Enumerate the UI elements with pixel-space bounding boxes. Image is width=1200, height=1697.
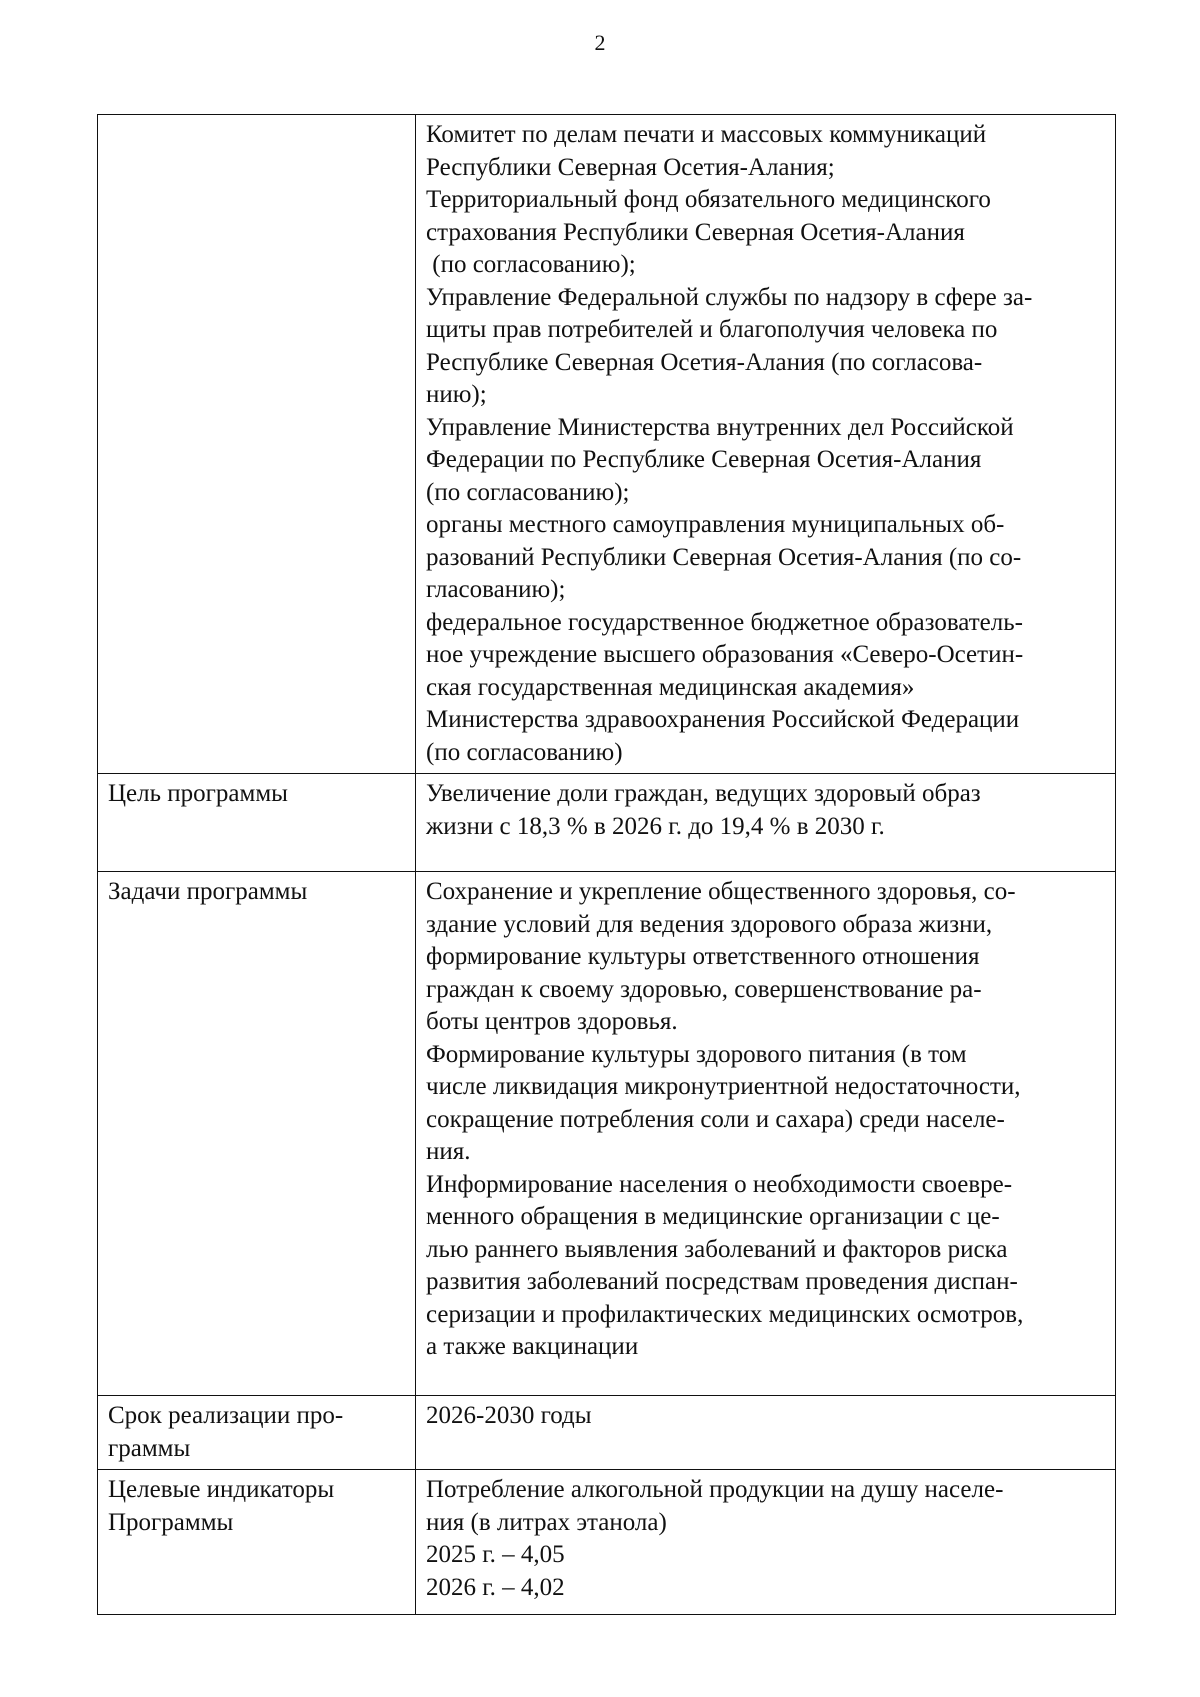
value-line: нию); (426, 381, 487, 408)
row-label-cell (98, 774, 416, 872)
value-line: (по согласованию) (426, 738, 623, 766)
value-line: федеральное государственное бюджетное образователь- (426, 608, 1023, 636)
value-line: лью раннего выявления заболеваний и факторов риска (426, 1235, 1008, 1263)
value-line: 2025 г. – 4,05 (426, 1541, 565, 1568)
table-row-executors (98, 115, 1116, 774)
row-value-cell (416, 1470, 1116, 1615)
value-line: (по согласованию); (426, 478, 630, 506)
value-line: сокращение потребления соли и сахара) среди населе- (426, 1105, 1005, 1133)
value-line: Управление Министерства внутренних дел Российской (426, 413, 1014, 441)
value-line: Потребление алкогольной продукции на душу населе- (426, 1476, 1004, 1503)
row-value-cell (416, 774, 1116, 872)
row-value-cell (416, 872, 1116, 1396)
value-line: а также вакцинации (426, 1333, 639, 1360)
row-label-cell (98, 1470, 416, 1615)
value-line: ное учреждение высшего образования «Северо-Осетин- (426, 641, 1024, 668)
row-label: Программы (108, 1508, 234, 1536)
program-passport-table (97, 114, 1116, 1615)
value-line: Комитет по делам печати и массовых коммуникаций (426, 121, 987, 148)
table-row-term (98, 1396, 1116, 1470)
value-line: Сохранение и укрепление общественного здоровья, со- (426, 878, 1016, 905)
value-line: (по согласованию); (426, 251, 636, 278)
row-value-cell (416, 115, 1116, 774)
value-line: серизации и профилактических медицинских осмотров, (426, 1300, 1024, 1328)
value-line: щиты прав потребителей и благополучия человека по (426, 316, 998, 343)
value-line: ская государственная медицинская академия» (426, 673, 915, 701)
row-label: граммы (108, 1434, 191, 1462)
value-line: Республике Северная Осетия-Алания (по согласова- (426, 348, 983, 376)
value-line: Управление Федеральной службы по надзору в сфере за- (426, 283, 1033, 311)
value-line: формирование культуры ответственного отношения (426, 943, 980, 970)
table-row-indicators (98, 1470, 1116, 1615)
value-line: страхования Республики Северная Осетия-Алания (426, 218, 965, 246)
value-line: ния. (426, 1138, 471, 1165)
row-label-cell (98, 1396, 416, 1470)
value-line: здание условий для ведения здорового образа жизни, (426, 910, 993, 938)
value-line: 2026 г. – 4,02 (426, 1573, 565, 1601)
row-label: Задачи программы (108, 878, 308, 905)
value-line: боты центров здоровья. (426, 1008, 678, 1035)
value-line: Формирование культуры здорового питания (в том (426, 1040, 967, 1068)
value-line: разований Республики Северная Осетия-Алания (по со- (426, 543, 1022, 571)
value-line: числе ликвидация микронутриентной недостаточности, (426, 1073, 1021, 1100)
row-label: Срок реализации про- (108, 1402, 344, 1429)
value-line: менного обращения в медицинские организации с це- (426, 1203, 1000, 1230)
value-line: Увеличение доли граждан, ведущих здоровый образ (426, 780, 981, 807)
value-line: 2026-2030 годы (426, 1402, 592, 1429)
page-number: 2 (594, 30, 606, 55)
value-line: ния (в литрах этанола) (426, 1508, 667, 1536)
value-line: граждан к своему здоровью, совершенствование ра- (426, 975, 982, 1003)
row-label: Цель программы (108, 780, 288, 807)
value-line: Республики Северная Осетия-Алания; (426, 153, 835, 181)
table-row-tasks (98, 872, 1116, 1396)
value-line: Территориальный фонд обязательного медицинского (426, 186, 991, 213)
row-value-cell (416, 1396, 1116, 1470)
value-line: Министерства здравоохранения Российской Федерации (426, 706, 1020, 733)
table-row-goal (98, 774, 1116, 872)
value-line: жизни с 18,3 % в 2026 г. до 19,4 % в 2030 г. (426, 812, 885, 840)
value-line: Федерации по Республике Северная Осетия-Алания (426, 446, 982, 473)
row-label-cell (98, 115, 416, 774)
value-line: развития заболеваний посредствам проведения диспан- (426, 1268, 1018, 1295)
value-line: органы местного самоуправления муниципальных об- (426, 511, 1005, 538)
row-label-cell (98, 872, 416, 1396)
value-line: Информирование населения о необходимости своевре- (426, 1170, 1013, 1198)
value-line: гласованию); (426, 576, 566, 603)
row-label: Целевые индикаторы (108, 1476, 335, 1503)
